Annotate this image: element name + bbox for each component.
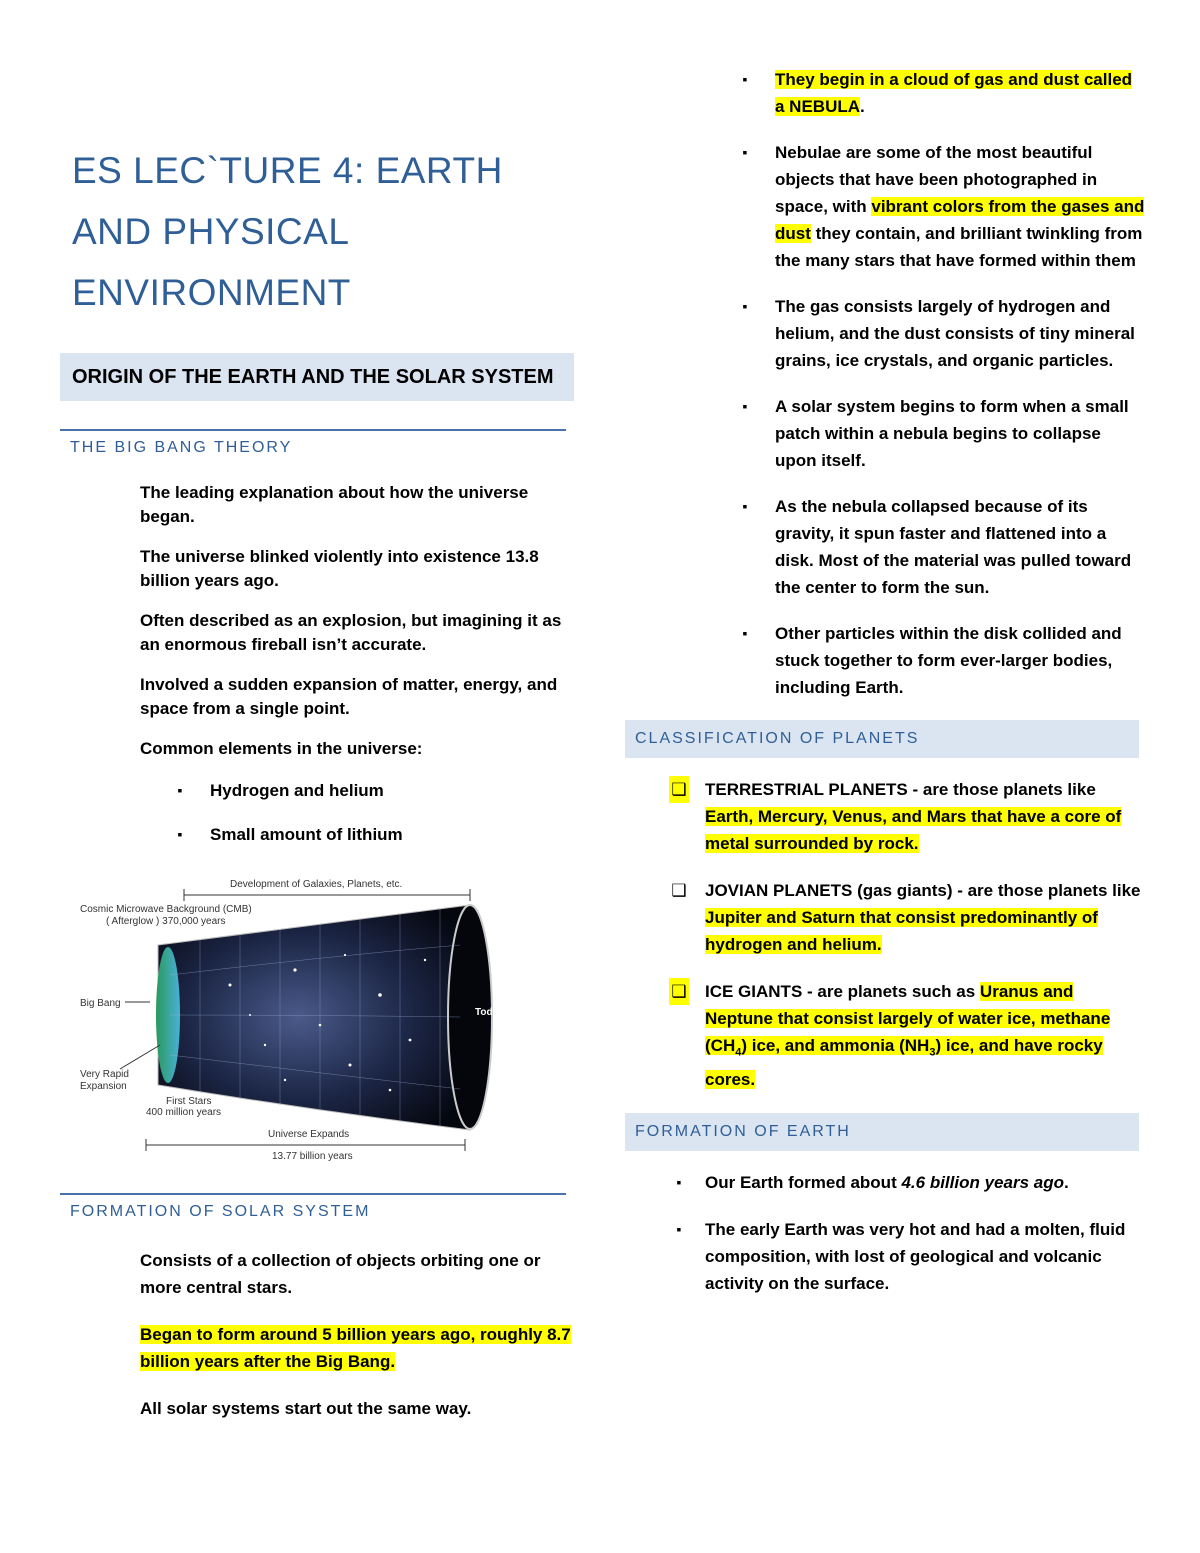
figure-label-rapid-2: Expansion	[80, 1081, 127, 1092]
page-title	[72, 140, 580, 323]
universe-expansion-figure	[80, 865, 504, 1165]
big-bang-list	[60, 481, 580, 761]
list-item: ▪ As the nebula collapsed because of its gravity, it spun faster and flattened into a disk. Most of the material was pulled toward the center to form the sun.	[625, 493, 1145, 601]
figure-label-first-stars-2: 400 million years	[146, 1107, 222, 1118]
list-item: ▪ Other particles within the disk collided and stuck together to form ever-larger bodies, including Earth.	[625, 620, 1145, 701]
list-item: ▪ They begin in a cloud of gas and dust called a NEBULA.	[625, 66, 1145, 120]
subheading-planets: CLASSIFICATION OF PLANETS	[625, 720, 1139, 758]
square-bullet-icon: ▪	[177, 782, 183, 798]
square-bullet-icon: ▪	[742, 498, 748, 514]
list-item: ▪ Hydrogen and helium	[60, 777, 580, 804]
list-item: Common elements in the universe:	[140, 739, 423, 758]
square-bullet-icon: ▪	[676, 1174, 682, 1191]
figure-label-first-stars-1: First Stars	[166, 1096, 212, 1107]
title-line-1: ES LEC`TURE 4: EARTH	[72, 150, 503, 191]
checkbox-bullet-icon: ❑	[669, 978, 689, 1005]
list-item: The leading explanation about how the universe began.	[140, 483, 529, 526]
figure-label-today: Today	[475, 1007, 504, 1018]
list-item: ▪ A solar system begins to form when a small patch within a nebula begins to collapse upon itself.	[625, 393, 1145, 474]
square-bullet-icon: ▪	[742, 71, 748, 87]
list-item: ❑ ICE GIANTS - are planets such as Uranus and Neptune that consist largely of water ice, methane $(CH_4)$ ice, and ammonia $(NH_3)$ ice, and have rocky cores.	[625, 978, 1145, 1093]
list-item: ❑ TERRESTRIAL PLANETS - are those planets like Earth, Mercury, Venus, and Mars that have a core of metal surrounded by rock.	[625, 776, 1145, 857]
right-column	[625, 66, 1145, 1317]
nebula-list	[625, 66, 1145, 701]
list-item: ▪ The gas consists largely of hydrogen and helium, and the dust consists of tiny mineral grains, ice crystals, and organic particles.	[625, 293, 1145, 374]
list-item: All solar systems start out the same way.	[140, 1399, 472, 1418]
figure-label-cmb-2: ( Afterglow ) 370,000 years	[106, 916, 226, 927]
subheading-big-bang: THE BIG BANG THEORY	[60, 429, 566, 465]
subheading-formation-earth: FORMATION OF EARTH	[625, 1113, 1139, 1151]
subheading-solar-system: FORMATION OF SOLAR SYSTEM	[60, 1193, 566, 1229]
figure-label-years: 13.77 billion years	[272, 1151, 353, 1162]
figure-label-development: Development of Galaxies, Planets, etc.	[230, 879, 403, 890]
square-bullet-icon: ▪	[177, 826, 183, 842]
list-item: ▪ Nebulae are some of the most beautiful objects that have been photographed in space, with vibrant colors from the gases and dust they contain, and brilliant twinkling from the many stars that have formed within them	[625, 139, 1145, 274]
figure-label-universe-expands: Universe Expands	[268, 1129, 350, 1140]
list-item: ▪ The early Earth was very hot and had a molten, fluid composition, with lost of geological and volcanic activity on the surface.	[625, 1216, 1145, 1297]
square-bullet-icon: ▪	[742, 625, 748, 641]
square-bullet-icon: ▪	[742, 298, 748, 314]
title-line-2: AND PHYSICAL	[72, 211, 350, 252]
checkbox-bullet-icon: ❑	[671, 881, 687, 900]
list-item: ▪ Small amount of lithium	[60, 821, 580, 848]
planet-list	[625, 776, 1145, 1093]
square-bullet-icon: ▪	[742, 144, 748, 160]
list-item: ▪ Our Earth formed about 4.6 billion years ago.	[625, 1169, 1145, 1196]
list-item: ❑ JOVIAN PLANETS (gas giants) - are those planets like Jupiter and Saturn that consist predominantly of hydrogen and helium.	[625, 877, 1145, 958]
solar-system-list	[60, 1247, 580, 1422]
square-bullet-icon: ▪	[742, 398, 748, 414]
figure-label-big-bang: Big Bang	[80, 998, 121, 1009]
square-bullet-icon: ▪	[676, 1221, 682, 1238]
title-line-3: ENVIRONMENT	[72, 272, 351, 313]
elements-list	[60, 777, 580, 848]
list-item: Began to form around 5 billion years ago, roughly 8.7 billion years after the Big Bang.	[140, 1325, 571, 1371]
figure-top-arrow	[184, 889, 470, 901]
figure-label-cmb-1: Cosmic Microwave Background (CMB)	[80, 904, 252, 915]
list-item: Consists of a collection of objects orbiting one or more central stars.	[140, 1251, 541, 1297]
checkbox-bullet-icon: ❑	[669, 776, 689, 803]
list-item: The universe blinked violently into existence 13.8 billion years ago.	[140, 547, 539, 590]
earth-list	[625, 1169, 1145, 1297]
list-item: Involved a sudden expansion of matter, energy, and space from a single point.	[140, 675, 558, 718]
rapid-expansion-arrow	[120, 1045, 160, 1069]
list-item: Often described as an explosion, but imagining it as an enormous fireball isn’t accurate.	[140, 611, 562, 654]
left-column	[60, 140, 580, 1442]
figure-bottom-arrow	[146, 1139, 465, 1151]
section-heading-origin: ORIGIN OF THE EARTH AND THE SOLAR SYSTEM	[60, 353, 574, 401]
figure-label-rapid-1: Very Rapid	[80, 1069, 129, 1080]
